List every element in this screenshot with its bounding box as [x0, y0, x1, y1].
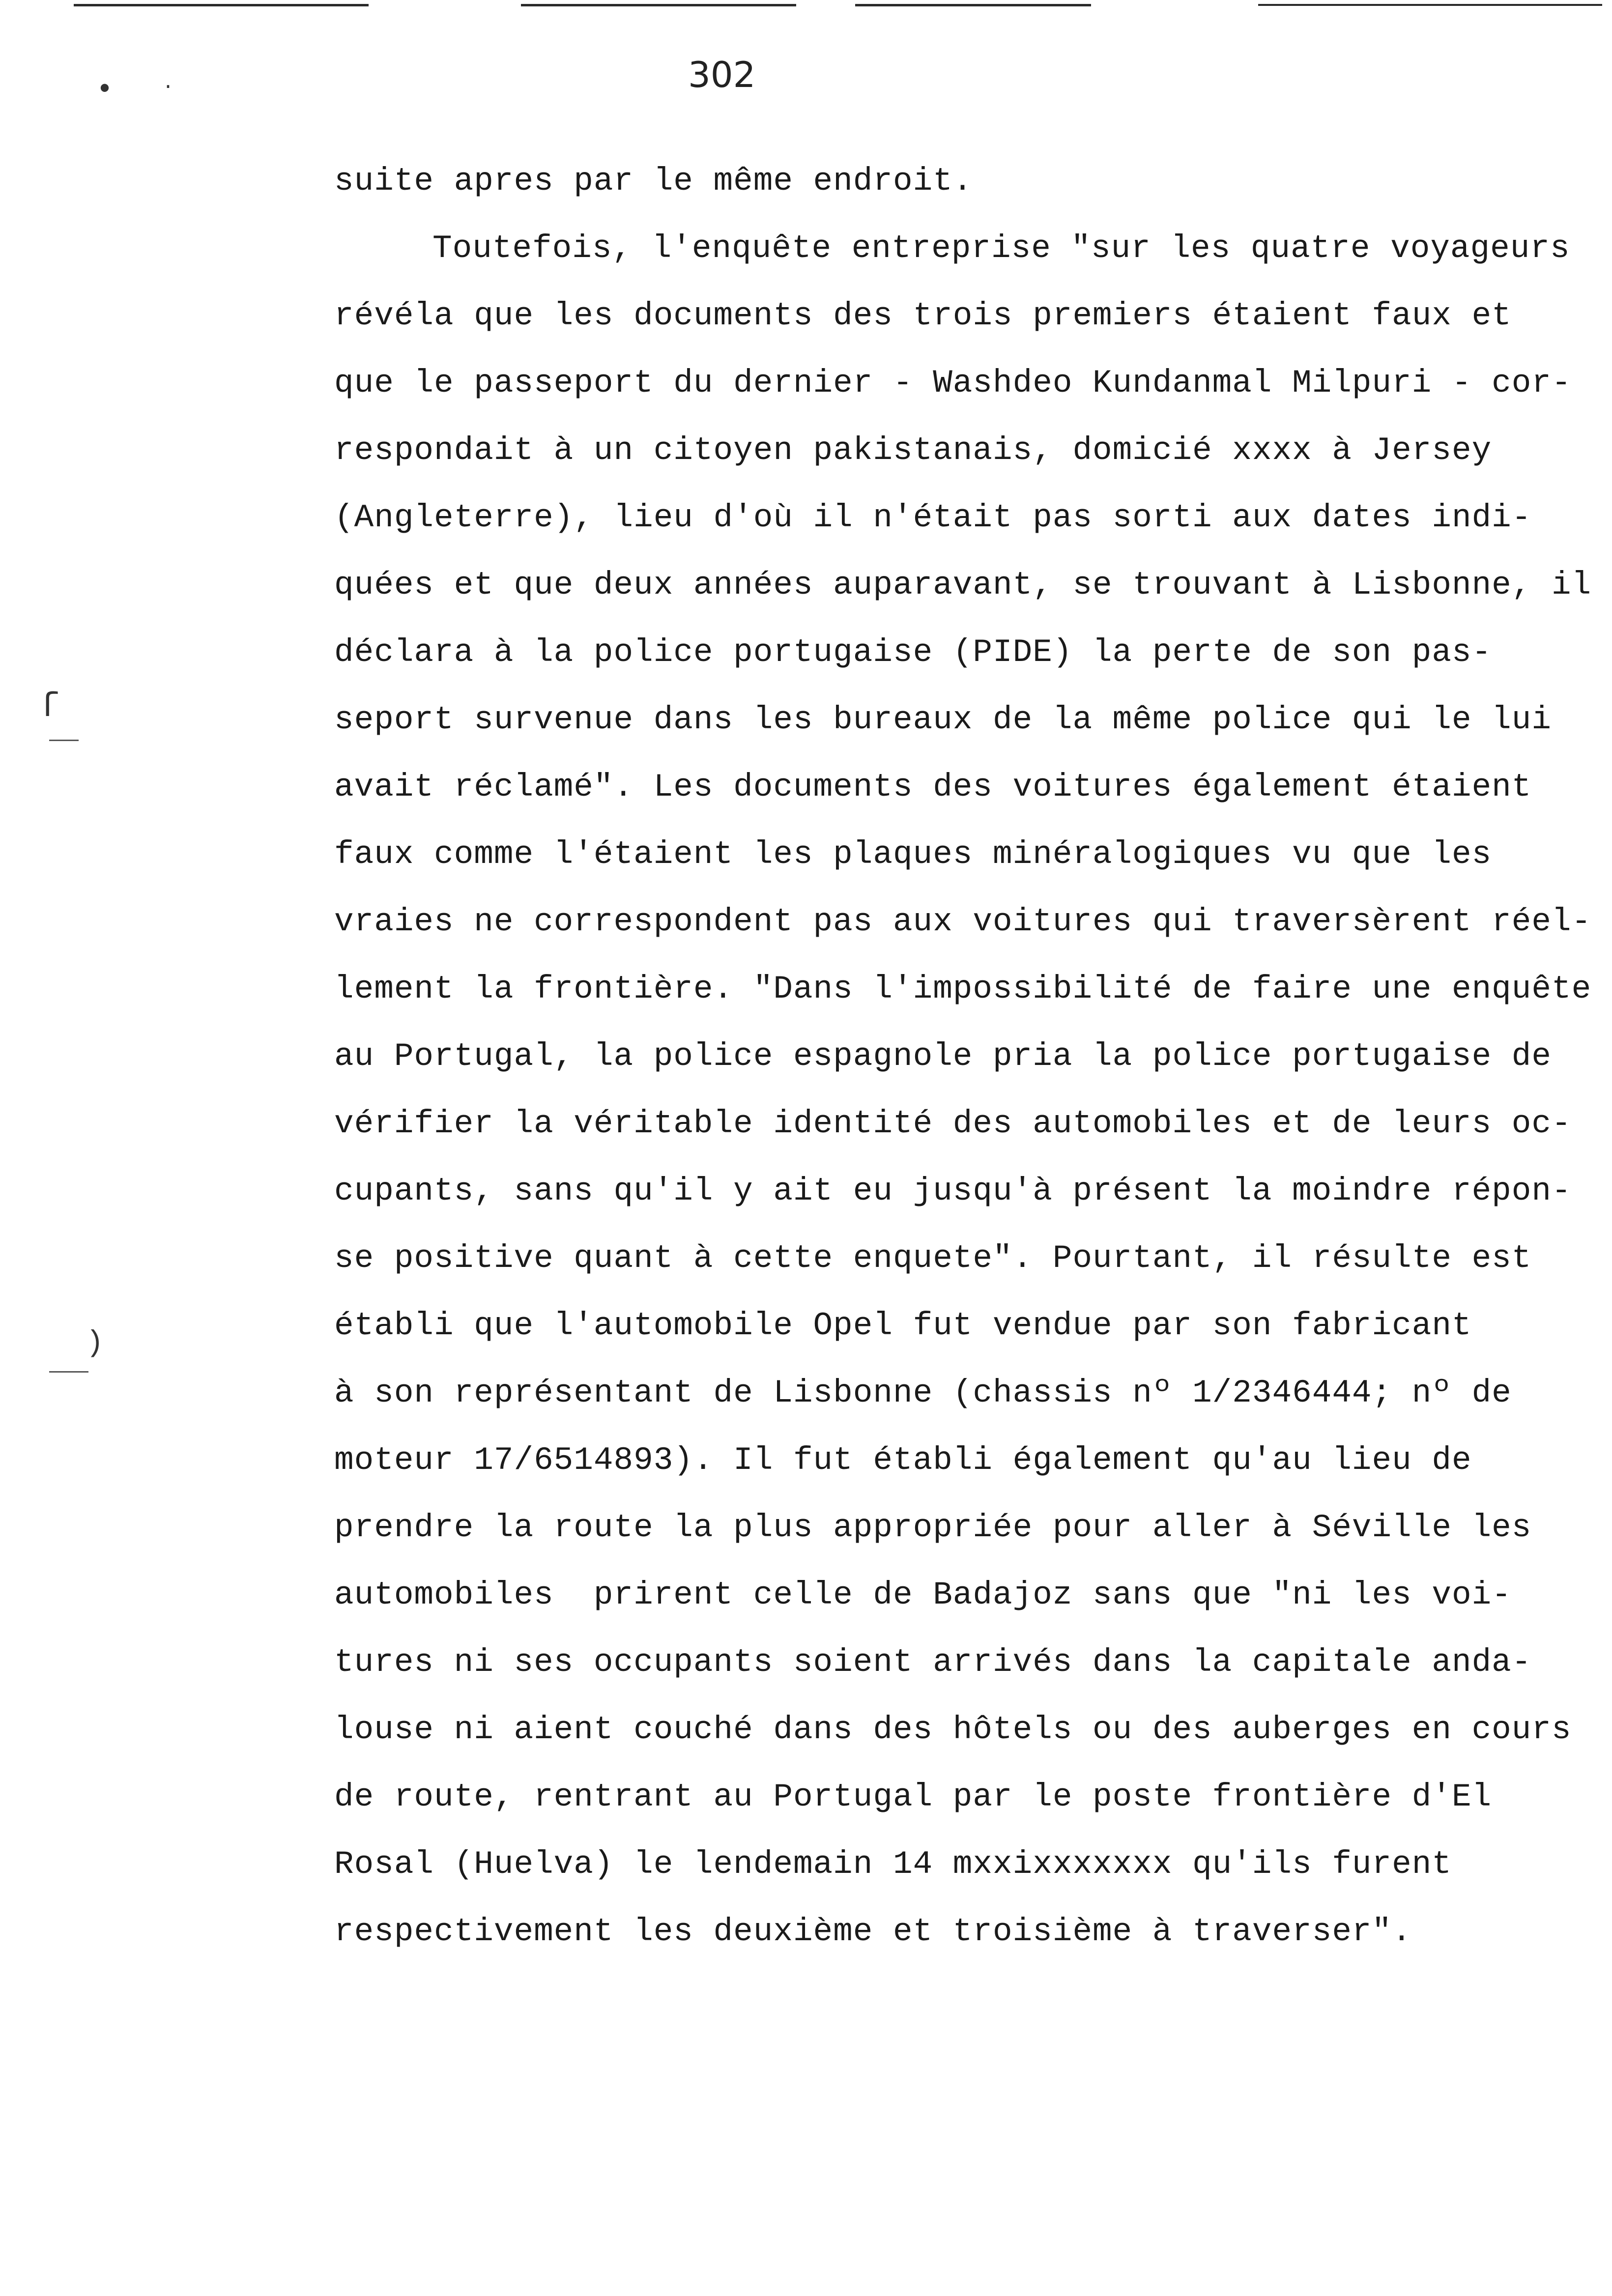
text-line: révéla que les documents des trois premiers étaient faux et [334, 297, 1512, 334]
text-line: Toutefois, l'enquête entreprise "sur les quatre voyageurs [432, 230, 1570, 267]
margin-mark-dot: • [96, 74, 114, 107]
top-rule-4 [1258, 4, 1602, 6]
text-line: respectivement les deuxième et troisième à traverser". [334, 1913, 1412, 1950]
text-line: respondait à un citoyen pakistanais, domicié xxxx à Jersey [334, 432, 1492, 469]
text-line: cupants, sans qu'il y ait eu jusqu'à présent la moindre répon- [334, 1173, 1572, 1209]
text-line: (Angleterre), lieu d'où il n'était pas sorti aux dates indi- [334, 499, 1532, 536]
text-line: avait réclamé". Les documents des voitures également étaient [334, 769, 1532, 805]
typed-text-body [334, 147, 1592, 1965]
text-line: de route, rentrant au Portugal par le poste frontière d'El [334, 1779, 1492, 1815]
text-line: établi que l'automobile Opel fut vendue par son fabricant [334, 1307, 1472, 1344]
text-line: se positive quant à cette enquete". Pourtant, il résulte est [334, 1240, 1532, 1277]
text-line: au Portugal, la police espagnole pria la police portugaise de [334, 1038, 1552, 1075]
text-line: quées et que deux années auparavant, se trouvant à Lisbonne, il [334, 567, 1592, 603]
text-line: tures ni ses occupants soient arrivés dans la capitale anda- [334, 1644, 1532, 1681]
text-line: faux comme l'étaient les plaques minéralogiques vu que les [334, 836, 1492, 873]
text-line: louse ni aient couché dans des hôtels ou des auberges en cours [334, 1711, 1572, 1748]
page-number: 302 [688, 54, 756, 95]
text-line: à son représentant de Lisbonne (chassis nº 1/2346444; nº de [334, 1375, 1512, 1411]
margin-mark-bracket: ſ [39, 688, 60, 727]
top-rule-2 [521, 4, 796, 6]
top-rule-1 [74, 4, 369, 6]
text-line: suite apres par le même endroit. [334, 163, 973, 200]
text-line: moteur 17/6514893). Il fut établi également qu'au lieu de [334, 1442, 1472, 1479]
top-rule-3 [855, 4, 1091, 6]
text-line: vraies ne correspondent pas aux voitures qui traversèrent réel- [334, 903, 1592, 940]
text-line: lement la frontière. "Dans l'impossibilité de faire une enquête [334, 971, 1592, 1007]
margin-mark-paren: ) [86, 1327, 104, 1360]
margin-mark-dash-2 [49, 1371, 88, 1373]
text-line: que le passeport du dernier - Washdeo Kundanmal Milpuri - cor- [334, 365, 1572, 402]
text-line: Rosal (Huelva) le lendemain 14 mxxixxxxxxx qu'ils furent [334, 1846, 1452, 1883]
text-line: vérifier la véritable identité des automobiles et de leurs oc- [334, 1105, 1572, 1142]
text-line: prendre la route la plus appropriée pour aller à Séville les [334, 1509, 1532, 1546]
text-line: automobiles prirent celle de Badajoz sans que "ni les voi- [334, 1577, 1512, 1613]
text-line: seport survenue dans les bureaux de la même police qui le lui [334, 701, 1552, 738]
margin-mark-tick: · [162, 76, 174, 98]
margin-mark-dash [49, 740, 79, 741]
text-line: déclara à la police portugaise (PIDE) la perte de son pas- [334, 634, 1492, 671]
